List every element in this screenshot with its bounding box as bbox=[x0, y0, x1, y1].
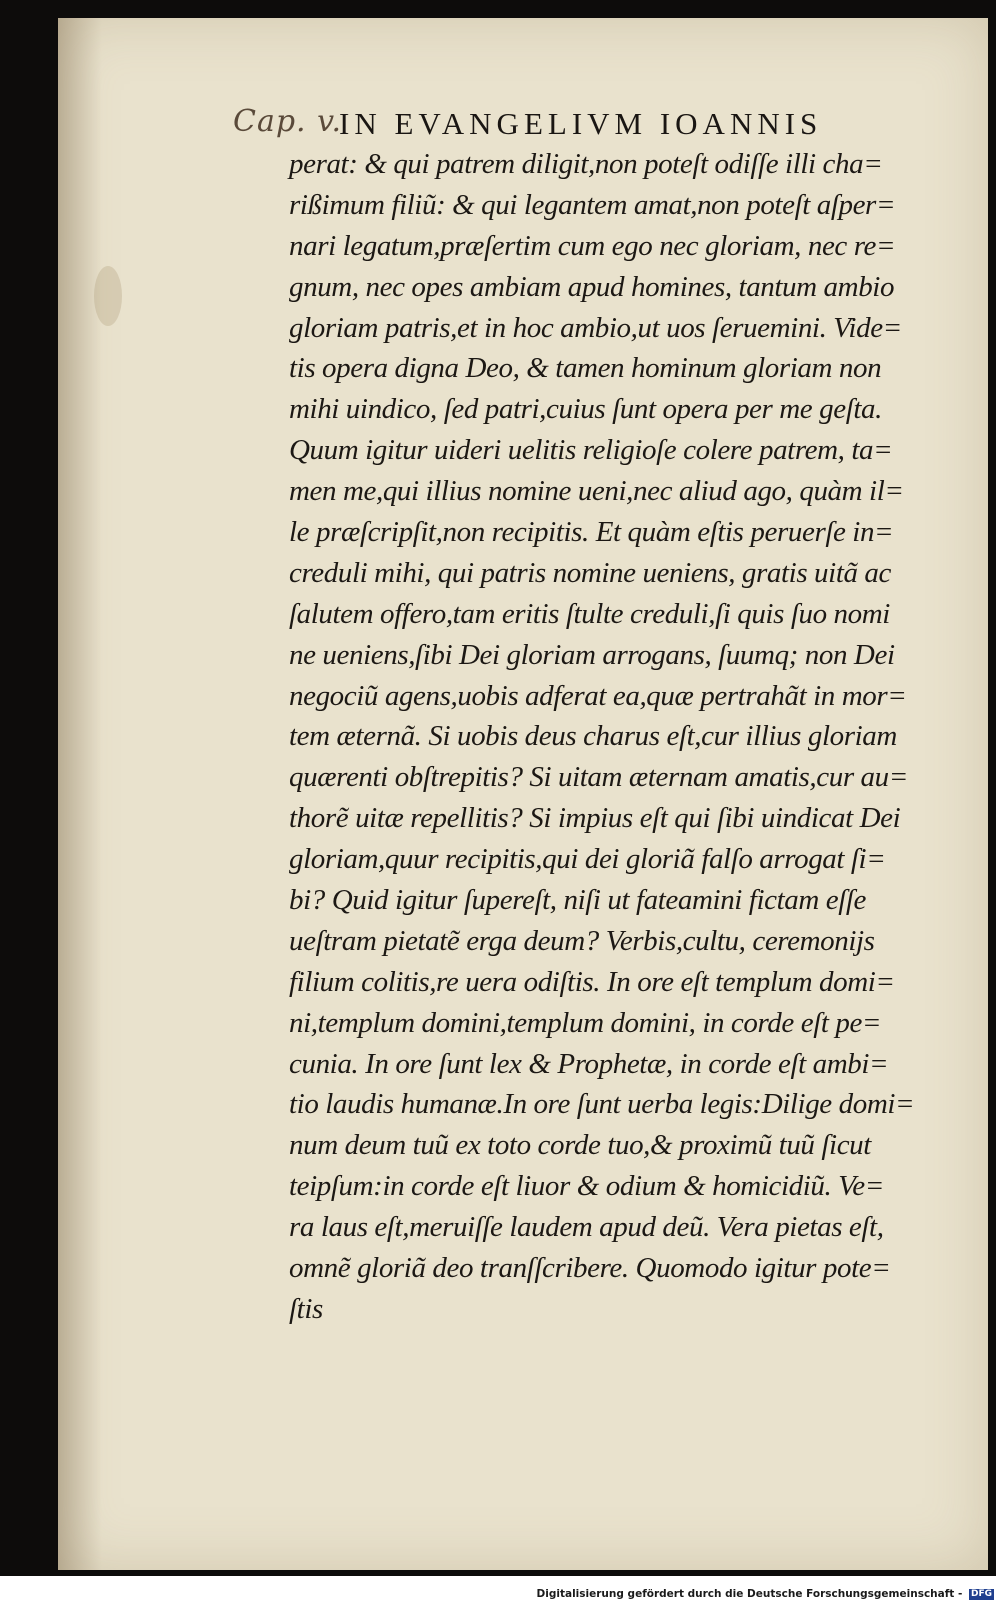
text-line: teipſum:in corde eſt liuor & odium & homicidiũ. Ve= bbox=[289, 1170, 884, 1203]
digitization-credit bbox=[537, 1588, 994, 1600]
text-line: thorẽ uitæ repellitis? Si impius eſt qui ſibi uindicat Dei bbox=[289, 802, 901, 835]
text-line: ne ueniens,ſibi Dei gloriam arrogans, ſuumq; non Dei bbox=[289, 638, 895, 671]
running-title: IN EVANGELIVM IOANNIS bbox=[339, 106, 823, 141]
text-line: le præſcripſit,non recipitis. Et quàm eſtis peruerſe in= bbox=[289, 516, 894, 549]
text-line: mihi uindico, ſed patri,cuius ſunt opera per me geſta. bbox=[289, 393, 882, 426]
dfg-logo: DFG bbox=[970, 1588, 992, 1599]
text-line: num deum tuũ ex toto corde tuo,& proximũ tuũ ſicut bbox=[289, 1129, 871, 1162]
body-text bbox=[289, 144, 929, 1330]
text-line: omnẽ gloriã deo tranſſcribere. Quomodo igitur pote= bbox=[289, 1252, 891, 1285]
text-line: bi? Quid igitur ſupereſt, niſi ut fateamini fictam eſſe bbox=[289, 884, 867, 917]
text-line: gnum, nec opes ambiam apud homines, tantum ambio bbox=[289, 270, 895, 303]
text-line: men me,qui illius nomine ueni,nec aliud ago, quàm il= bbox=[289, 475, 904, 508]
text-line: ra laus eſt,meruiſſe laudem apud deũ. Vera pietas eſt, bbox=[289, 1211, 884, 1244]
text-line: tis opera digna Deo, & tamen hominum gloriam non bbox=[289, 352, 882, 385]
text-line: nari legatum,præſertim cum ego nec gloriam, nec re= bbox=[289, 229, 896, 262]
text-line: gloriam,quur recipitis,qui dei gloriã falſo arrogat ſi= bbox=[289, 843, 886, 876]
text-line: negociũ agens,uobis adferat ea,quæ pertrahãt in mor= bbox=[289, 679, 907, 712]
text-line: perat: & qui patrem diligit,non poteſt odiſſe illi cha= bbox=[289, 148, 883, 180]
handwritten-chapter-note: Cap. v. bbox=[233, 104, 343, 139]
text-line: filium colitis,re uera odiſtis. In ore eſt templum domi= bbox=[289, 965, 895, 998]
paper-stain bbox=[94, 266, 122, 326]
text-line: ſalutem offero,tam eritis ſtulte creduli,ſi quis ſuo nomi bbox=[289, 597, 890, 630]
text-line: quærenti obſtrepitis? Si uitam æternam amatis,cur au= bbox=[289, 761, 908, 794]
text-line: creduli mihi, qui patris nomine ueniens, gratis uitã ac bbox=[289, 556, 891, 589]
credit-text: Digitalisierung gefördert durch die Deutsche Forschungsgemeinschaft - bbox=[536, 1588, 963, 1600]
text-line: Quum igitur uideri uelitis religioſe colere patrem, ta= bbox=[289, 434, 893, 467]
text-line: cunia. In ore ſunt lex & Prophetæ, in corde eſt ambi= bbox=[289, 1047, 889, 1080]
text-line: ni,templum domini,templum domini, in corde eſt pe= bbox=[289, 1006, 882, 1039]
text-line: ſtis bbox=[289, 1292, 323, 1325]
text-line: ueſtram pietatẽ erga deum? Verbis,cultu, ceremonijs bbox=[289, 924, 875, 957]
text-line: tio laudis humanæ.In ore ſunt uerba legis:Dilige domi= bbox=[289, 1088, 915, 1121]
text-line: tem æternã. Si uobis deus charus eſt,cur illius gloriam bbox=[289, 720, 897, 753]
text-line: rißimum filiũ: & qui legantem amat,non poteſt aſper= bbox=[289, 188, 896, 221]
text-line: gloriam patris,et in hoc ambio,ut uos ſeruemini. Vide= bbox=[289, 311, 902, 344]
